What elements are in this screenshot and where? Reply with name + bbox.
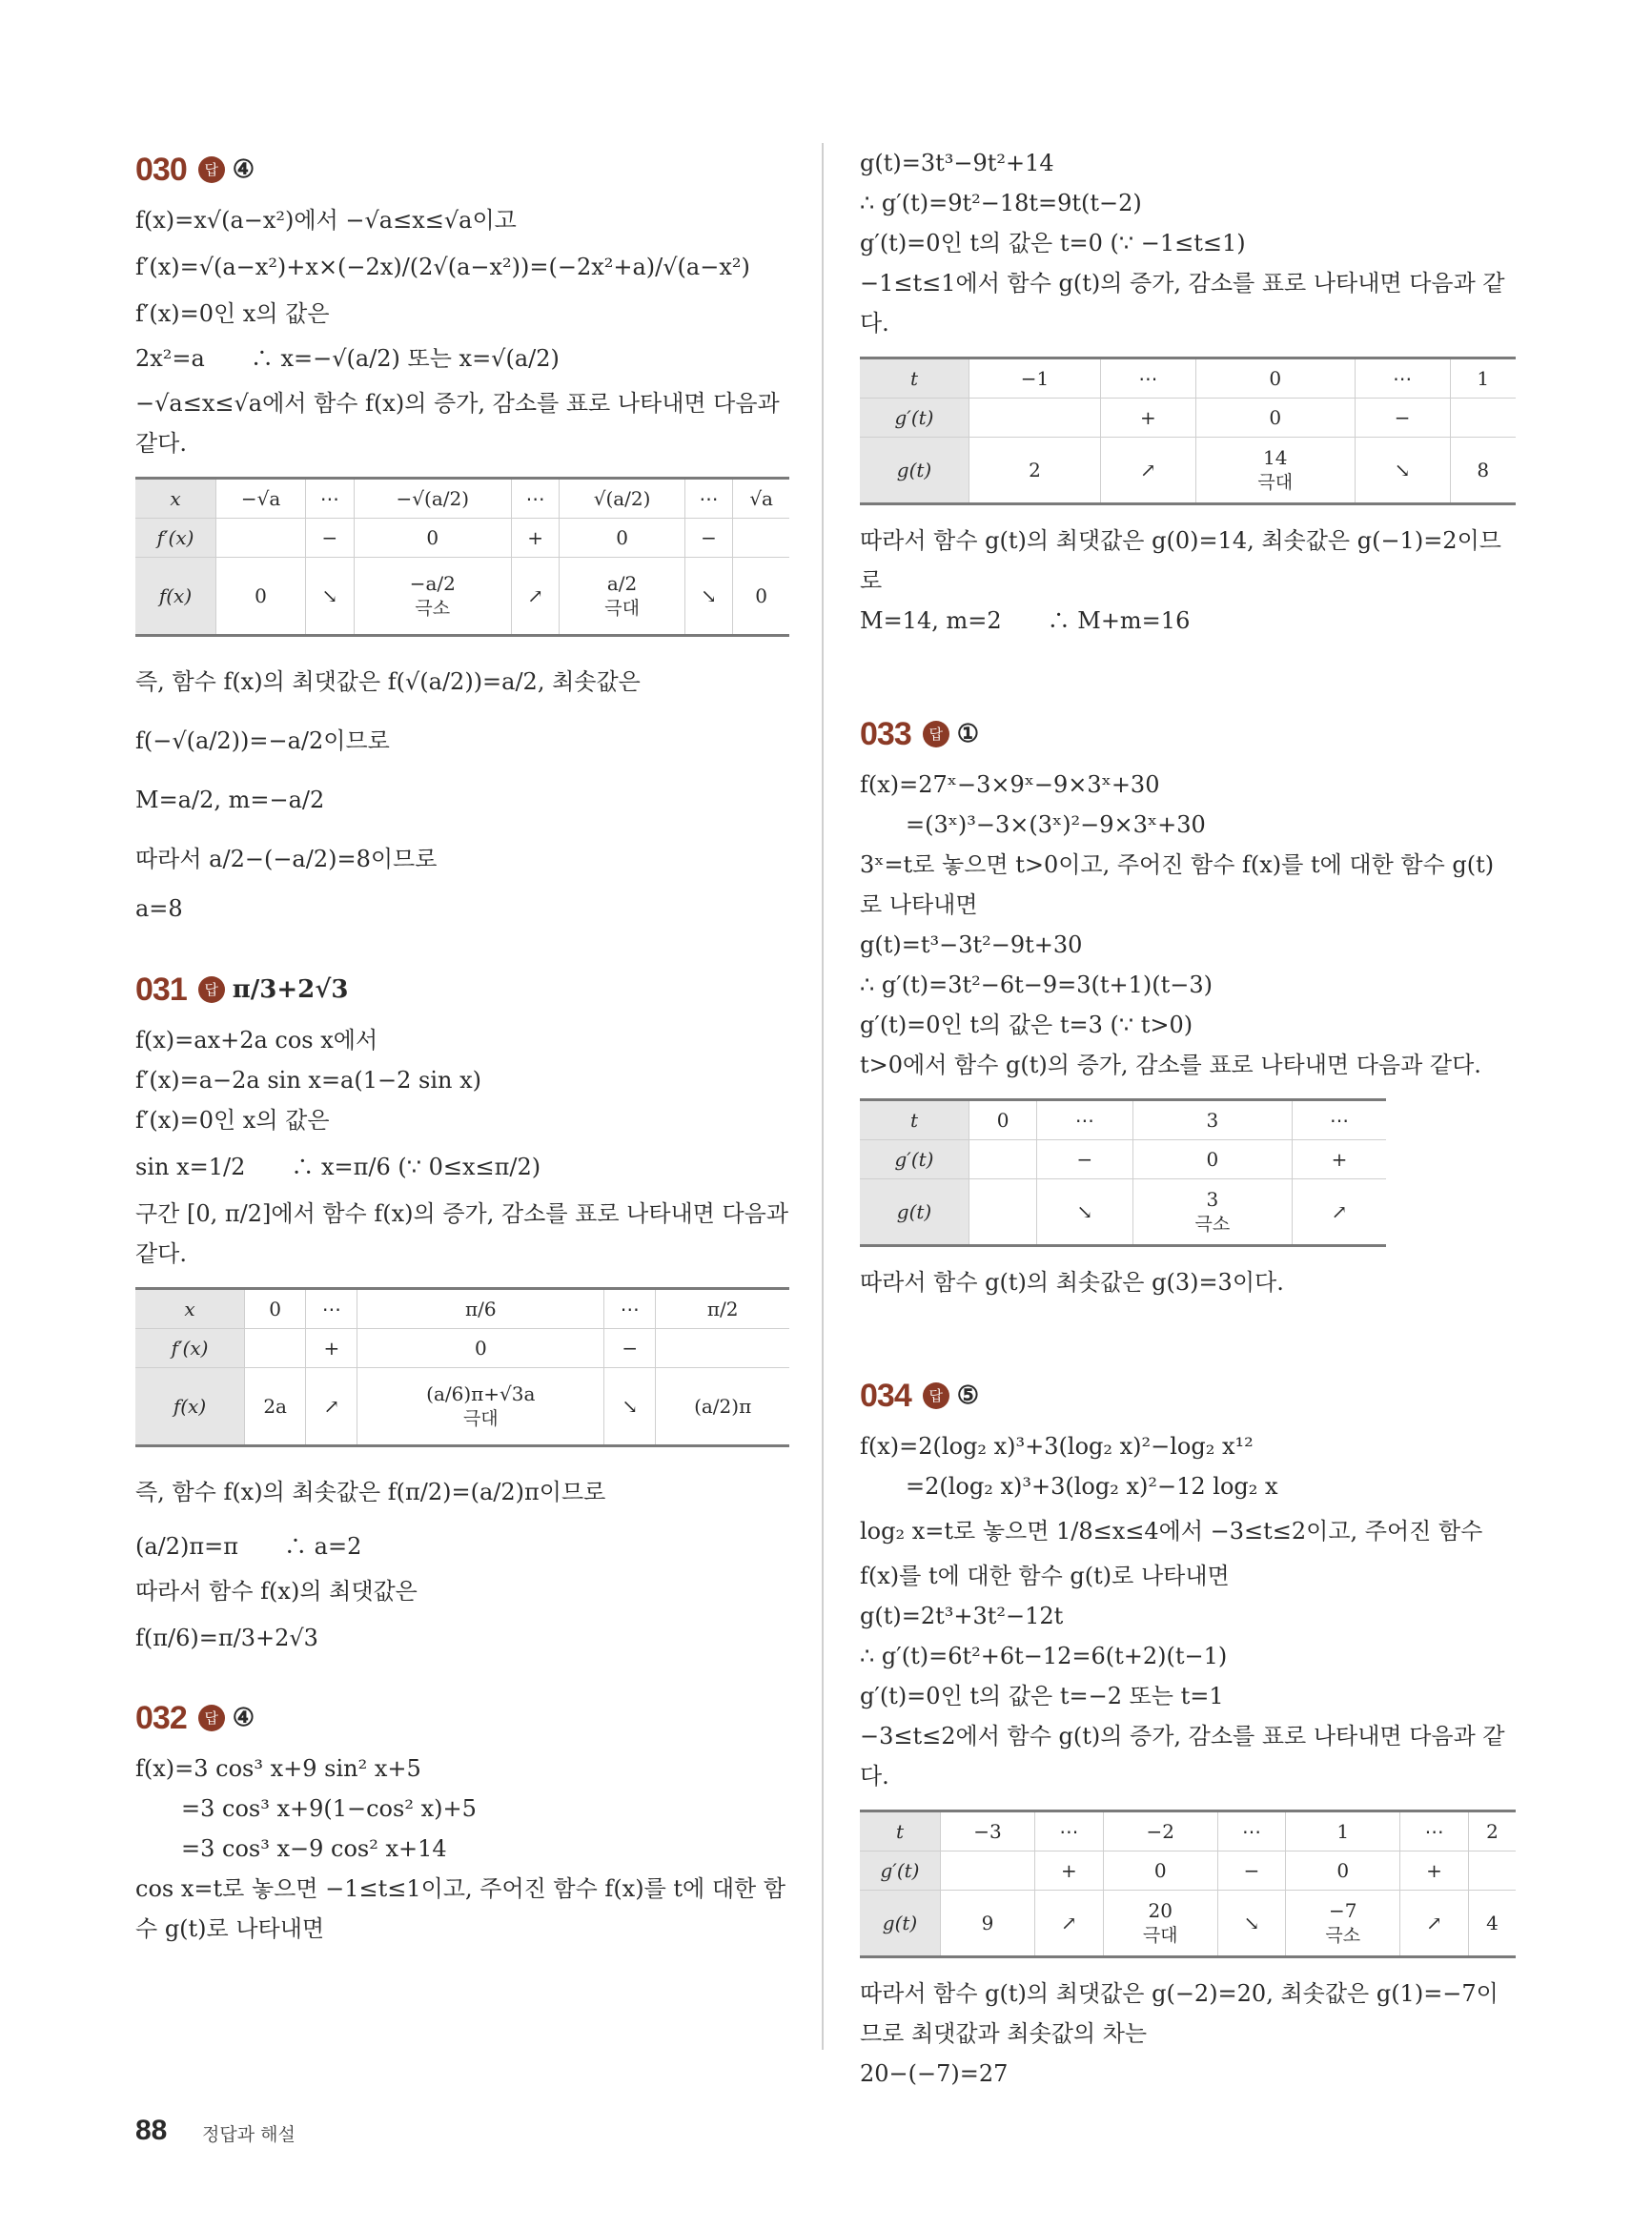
- cell-value: 14: [1263, 446, 1288, 469]
- table-cell: ⋯: [306, 479, 355, 519]
- answer-value: ④: [232, 155, 255, 184]
- answer-value: ⑤: [956, 1381, 980, 1410]
- table-cell: 8: [1450, 438, 1516, 504]
- table-cell: [733, 519, 789, 558]
- cell-value: −a/2: [409, 572, 456, 595]
- column-divider: [822, 143, 824, 2050]
- table-cell: [357, 1368, 604, 1446]
- solution-paragraph: 따라서 함수 g(t)의 최댓값은 g(−2)=20, 최솟값은 g(1)=−7이므로 최댓값과 최솟값의 차는: [860, 1980, 1499, 2047]
- table-cell: 0: [1195, 358, 1355, 399]
- solution-line: g(t)=3t³−9t²+14: [860, 150, 1054, 176]
- table-cell: [1450, 399, 1516, 438]
- solution-line: f(x)를 t에 대한 함수 g(t)로 나타내면: [860, 1563, 1230, 1589]
- table-cell: ⋯: [1037, 1100, 1132, 1140]
- table-cell: ↗: [1400, 1891, 1469, 1957]
- problem-033-header: [860, 707, 1516, 761]
- table-cell: [969, 1179, 1037, 1246]
- variation-table-033: [860, 1098, 1386, 1247]
- table-cell: −: [684, 519, 733, 558]
- table-cell: g(t): [860, 1891, 941, 1957]
- solution-paragraph: −√a≤x≤√a에서 함수 f(x)의 증가, 감소를 표로 나타내면 다음과 같다.: [135, 390, 780, 457]
- table-cell: ⋯: [511, 479, 560, 519]
- table-cell: ⋯: [604, 1289, 656, 1329]
- table-cell: −: [1217, 1852, 1286, 1891]
- table-cell: 1: [1450, 358, 1516, 399]
- problem-number: 031: [135, 971, 187, 1008]
- local-min-tag: 극소: [1325, 1925, 1361, 1946]
- solution-line: g′(t)=0인 t의 값은 t=0 (∵ −1≤t≤1): [860, 230, 1246, 256]
- variation-table-030: [135, 477, 789, 637]
- table-cell: ⋯: [1355, 358, 1450, 399]
- solution-line: f(x)=27ˣ−3×9ˣ−9×3ˣ+30: [860, 771, 1160, 798]
- solution-line: ∴ g′(t)=9t²−18t=9t(t−2): [860, 190, 1142, 216]
- table-cell: ↗: [306, 1368, 357, 1446]
- table-cell: g′(t): [860, 1140, 969, 1179]
- table-cell: ↘: [1037, 1179, 1132, 1246]
- solution-line: log₂ x=t로 놓으면 1/8≤x≤4에서 −3≤t≤2이고, 주어진 함수: [860, 1518, 1483, 1545]
- local-max-tag: 극대: [462, 1408, 499, 1429]
- solution-line: M=a/2, m=−a/2: [135, 787, 325, 813]
- answer-badge: 답: [923, 1382, 949, 1409]
- left-column: [135, 143, 789, 1949]
- table-cell: g′(t): [860, 1852, 941, 1891]
- solution-line: f(x)=x√(a−x²)에서 −√a≤x≤√a이고: [135, 207, 517, 234]
- table-cell: −1: [969, 358, 1101, 399]
- table-cell: 2: [969, 438, 1101, 504]
- footer-label: 정답과 해설: [202, 2124, 296, 2145]
- cell-value: 3: [1206, 1188, 1219, 1211]
- table-cell: −√a: [216, 479, 306, 519]
- table-cell: π/2: [656, 1289, 789, 1329]
- table-cell: [560, 558, 684, 636]
- solution-line: =3 cos³ x−9 cos² x+14: [135, 1835, 447, 1862]
- local-max-tag: 극대: [604, 598, 640, 619]
- table-cell: ⋯: [1100, 358, 1195, 399]
- table-cell: [1468, 1852, 1516, 1891]
- answer-badge: 답: [198, 156, 225, 183]
- page-number: 88: [135, 2115, 168, 2146]
- table-cell: 3: [1132, 1100, 1293, 1140]
- table-cell: ↗: [1035, 1891, 1104, 1957]
- solution-line: 2x²=a ∴ x=−√(a/2) 또는 x=√(a/2): [135, 345, 560, 372]
- right-column: [860, 143, 1516, 2094]
- solution-line: f′(x)=a−2a sin x=a(1−2 sin x): [135, 1067, 481, 1094]
- solution-paragraph: 구간 [0, π/2]에서 함수 f(x)의 증가, 감소를 표로 나타내면 다음과 같다.: [135, 1200, 789, 1267]
- table-cell: [245, 1329, 306, 1368]
- table-cell: [1132, 1179, 1293, 1246]
- table-cell: 2: [1468, 1811, 1516, 1852]
- solution-line: M=14, m=2 ∴ M+m=16: [860, 607, 1191, 634]
- table-cell: g(t): [860, 438, 969, 504]
- solution-paragraph: −1≤t≤1에서 함수 g(t)의 증가, 감소를 표로 나타내면 다음과 같다.: [860, 270, 1505, 337]
- table-cell: 4: [1468, 1891, 1516, 1957]
- answer-badge: 답: [198, 1705, 225, 1731]
- solution-line: ∴ g′(t)=3t²−6t−9=3(t+1)(t−3): [860, 972, 1214, 998]
- solution-line: f(x)=2(log₂ x)³+3(log₂ x)²−log₂ x¹²: [860, 1433, 1254, 1460]
- table-cell: ⋯: [1293, 1100, 1386, 1140]
- problem-032-header: [135, 1691, 789, 1745]
- solution-line: =3 cos³ x+9(1−cos² x)+5: [135, 1795, 477, 1822]
- table-cell: f(x): [135, 1368, 245, 1446]
- table-cell: [216, 519, 306, 558]
- table-cell: x: [135, 1289, 245, 1329]
- table-cell: ↘: [604, 1368, 656, 1446]
- table-cell: 0: [733, 558, 789, 636]
- solution-line: 따라서 함수 g(t)의 최솟값은 g(3)=3이다.: [860, 1269, 1284, 1296]
- solution-paragraph: cos x=t로 놓으면 −1≤t≤1이고, 주어진 함수 f(x)를 t에 대한 함수 g(t)로 나타내면: [135, 1875, 786, 1942]
- table-cell: ↗: [511, 558, 560, 636]
- table-cell: √a: [733, 479, 789, 519]
- solution-line: f(−√(a/2))=−a/2이므로: [135, 727, 390, 754]
- table-cell: ⋯: [306, 1289, 357, 1329]
- table-cell: +: [1400, 1852, 1469, 1891]
- table-cell: −: [1355, 399, 1450, 438]
- table-cell: ↘: [684, 558, 733, 636]
- solution-line: t>0에서 함수 g(t)의 증가, 감소를 표로 나타내면 다음과 같다.: [860, 1052, 1481, 1078]
- table-cell: x: [135, 479, 216, 519]
- solution-line: f′(x)=√(a−x²)+x×(−2x)/(2√(a−x²))=(−2x²+a)/√(a−x²): [135, 254, 750, 280]
- solution-line: 따라서 함수 f(x)의 최댓값은: [135, 1578, 418, 1605]
- table-cell: 0: [354, 519, 511, 558]
- table-cell: +: [1293, 1140, 1386, 1179]
- table-cell: ⋯: [1400, 1811, 1469, 1852]
- table-cell: π/6: [357, 1289, 604, 1329]
- table-cell: ↘: [1217, 1891, 1286, 1957]
- table-cell: 9: [941, 1891, 1035, 1957]
- answer-badge: 답: [198, 976, 225, 1003]
- variation-table-031: [135, 1287, 789, 1447]
- answer-value: ①: [956, 720, 980, 748]
- solution-line: f(x)=3 cos³ x+9 sin² x+5: [135, 1755, 421, 1782]
- answer-value: π/3+2√3: [232, 975, 349, 1004]
- table-cell: −√(a/2): [354, 479, 511, 519]
- table-cell: −2: [1103, 1811, 1217, 1852]
- table-cell: −3: [941, 1811, 1035, 1852]
- table-cell: [656, 1329, 789, 1368]
- variation-table-032: [860, 357, 1516, 505]
- solution-line: f′(x)=0인 x의 값은: [135, 300, 330, 327]
- table-cell: ⋯: [1217, 1811, 1286, 1852]
- cell-value: a/2: [606, 572, 638, 595]
- table-cell: +: [306, 1329, 357, 1368]
- solution-line: =2(log₂ x)³+3(log₂ x)²−12 log₂ x: [860, 1473, 1278, 1500]
- table-cell: ↘: [306, 558, 355, 636]
- table-cell: ↘: [1355, 438, 1450, 504]
- solution-line: sin x=1/2 ∴ x=π/6 (∵ 0≤x≤π/2): [135, 1154, 541, 1180]
- local-max-tag: 극대: [1142, 1925, 1178, 1946]
- table-cell: f(x): [135, 558, 216, 636]
- table-cell: √(a/2): [560, 479, 684, 519]
- answer-value: ④: [232, 1704, 255, 1732]
- table-cell: t: [860, 358, 969, 399]
- table-cell: f′(x): [135, 1329, 245, 1368]
- table-cell: 0: [969, 1100, 1037, 1140]
- solution-line: g′(t)=0인 t의 값은 t=−2 또는 t=1: [860, 1683, 1224, 1709]
- table-cell: 1: [1286, 1811, 1400, 1852]
- solution-line: =(3ˣ)³−3×(3ˣ)²−9×3ˣ+30: [860, 811, 1206, 838]
- table-cell: +: [1100, 399, 1195, 438]
- problem-number: 030: [135, 151, 187, 188]
- table-cell: 0: [1132, 1140, 1293, 1179]
- table-cell: 0: [245, 1289, 306, 1329]
- table-cell: −: [604, 1329, 656, 1368]
- table-cell: [1195, 438, 1355, 504]
- problem-031-header: [135, 963, 789, 1016]
- table-cell: g′(t): [860, 399, 969, 438]
- table-cell: 0: [1103, 1852, 1217, 1891]
- table-cell: ↗: [1293, 1179, 1386, 1246]
- local-min-tag: 극소: [415, 598, 451, 619]
- table-cell: g(t): [860, 1179, 969, 1246]
- problem-number: 034: [860, 1377, 911, 1414]
- table-cell: [941, 1852, 1035, 1891]
- solution-line: ∴ g′(t)=6t²+6t−12=6(t+2)(t−1): [860, 1643, 1228, 1669]
- solution-line: a=8: [135, 895, 183, 922]
- table-cell: [969, 399, 1101, 438]
- solution-line: (a/2)π=π ∴ a=2: [135, 1533, 362, 1560]
- cell-value: −7: [1329, 1899, 1357, 1922]
- table-cell: +: [511, 519, 560, 558]
- solution-paragraph: 따라서 함수 g(t)의 최댓값은 g(0)=14, 최솟값은 g(−1)=2이므로: [860, 527, 1501, 594]
- table-cell: f′(x): [135, 519, 216, 558]
- solution-line: 즉, 함수 f(x)의 최댓값은 f(√(a/2))=a/2, 최솟값은: [135, 668, 641, 695]
- table-cell: ⋯: [684, 479, 733, 519]
- problem-034-header: [860, 1369, 1516, 1422]
- table-cell: t: [860, 1100, 969, 1140]
- table-cell: [354, 558, 511, 636]
- solution-line: f′(x)=0인 x의 값은: [135, 1107, 330, 1134]
- solution-line: 따라서 a/2−(−a/2)=8이므로: [135, 846, 438, 872]
- cell-value: (a/6)π+√3a: [426, 1382, 536, 1405]
- table-cell: [969, 1140, 1037, 1179]
- local-min-tag: 극소: [1194, 1214, 1231, 1235]
- solution-line: g(t)=2t³+3t²−12t: [860, 1603, 1064, 1629]
- table-cell: −: [1037, 1140, 1132, 1179]
- table-cell: [1103, 1891, 1217, 1957]
- problem-number: 032: [135, 1699, 187, 1736]
- solution-paragraph: −3≤t≤2에서 함수 g(t)의 증가, 감소를 표로 나타내면 다음과 같다.: [860, 1723, 1505, 1790]
- table-cell: 0: [216, 558, 306, 636]
- solution-line: 20−(−7)=27: [860, 2060, 1009, 2087]
- table-cell: t: [860, 1811, 941, 1852]
- table-cell: +: [1035, 1852, 1104, 1891]
- solution-paragraph: 3ˣ=t로 놓으면 t>0이고, 주어진 함수 f(x)를 t에 대한 함수 g(t)로 나타내면: [860, 851, 1495, 918]
- cell-value: 20: [1148, 1899, 1173, 1922]
- table-cell: 0: [1286, 1852, 1400, 1891]
- table-cell: 2a: [245, 1368, 306, 1446]
- problem-number: 033: [860, 715, 911, 752]
- variation-table-034: [860, 1810, 1516, 1958]
- solution-line: 즉, 함수 f(x)의 최솟값은 f(π/2)=(a/2)π이므로: [135, 1479, 606, 1505]
- table-cell: 0: [1195, 399, 1355, 438]
- local-max-tag: 극대: [1257, 472, 1294, 493]
- solution-line: f(π/6)=π/3+2√3: [135, 1625, 318, 1651]
- solution-line: g′(t)=0인 t의 값은 t=3 (∵ t>0): [860, 1012, 1193, 1038]
- answer-badge: 답: [923, 721, 949, 747]
- problem-030-header: [135, 143, 789, 196]
- table-cell: ↗: [1100, 438, 1195, 504]
- table-cell: −: [306, 519, 355, 558]
- table-cell: 0: [357, 1329, 604, 1368]
- solution-line: g(t)=t³−3t²−9t+30: [860, 931, 1083, 958]
- table-cell: 0: [560, 519, 684, 558]
- table-cell: ⋯: [1035, 1811, 1104, 1852]
- table-cell: (a/2)π: [656, 1368, 789, 1446]
- table-cell: [1286, 1891, 1400, 1957]
- solution-line: f(x)=ax+2a cos x에서: [135, 1027, 378, 1054]
